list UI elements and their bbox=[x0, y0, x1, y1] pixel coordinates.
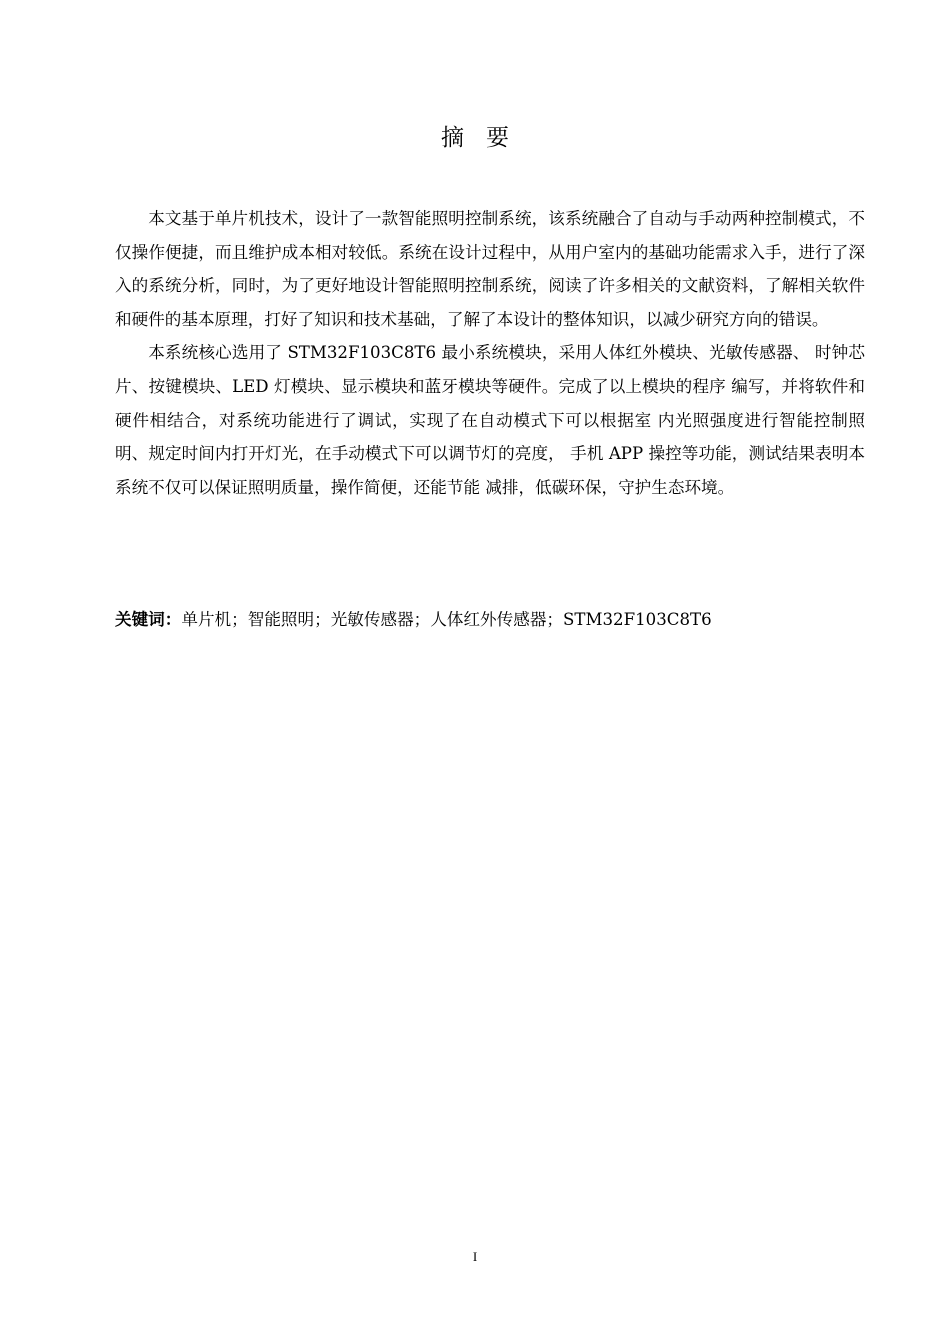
abstract-title: 摘要 bbox=[441, 125, 531, 151]
keywords-text: 单片机；智能照明；光敏传感器；人体红外传感器；STM32F103C8T6 bbox=[181, 610, 712, 629]
abstract-paragraph-1: 本文基于单片机技术，设计了一款智能照明控制系统，该系统融合了自动与手动两种控制模式，不仅操作便捷，而且维护成本相对较低。系统在设计过程中，从用户室内的基础功能需求入手，进行了深入的系统分析，同时，为了更好地设计智能照明控制系统，阅读了许多相关的文献资料，了解相关软件和硬件的基本原理，打好了知识和技术基础，了解了本设计的整体知识，以减少研究方向的错误。 bbox=[115, 209, 865, 329]
page-number: I bbox=[472, 1249, 478, 1264]
keywords-label: 关键词： bbox=[115, 610, 182, 629]
abstract-paragraph-2: 本系统核心选用了 STM32F103C8T6 最小系统模块，采用人体红外模块、光敏传感器、 时钟芯片、按键模块、LED 灯模块、显示模块和蓝牙模块等硬件。完成了以上模块的程序 编写，并将软件和硬件相结合，对系统功能进行了调试，实现了在自动模式下可以根据室 内光照强度进行智能控制照明、规定时间内打开灯光，在手动模式下可以调节灯的亮度， 手机 APP 操控等功能，测试结果表明本系统不仅可以保证照明质量，操作简便，还能节能 减排，低碳环保，守护生态环境。 bbox=[115, 343, 865, 497]
abstract-body bbox=[115, 202, 865, 504]
keywords-line bbox=[115, 603, 865, 637]
